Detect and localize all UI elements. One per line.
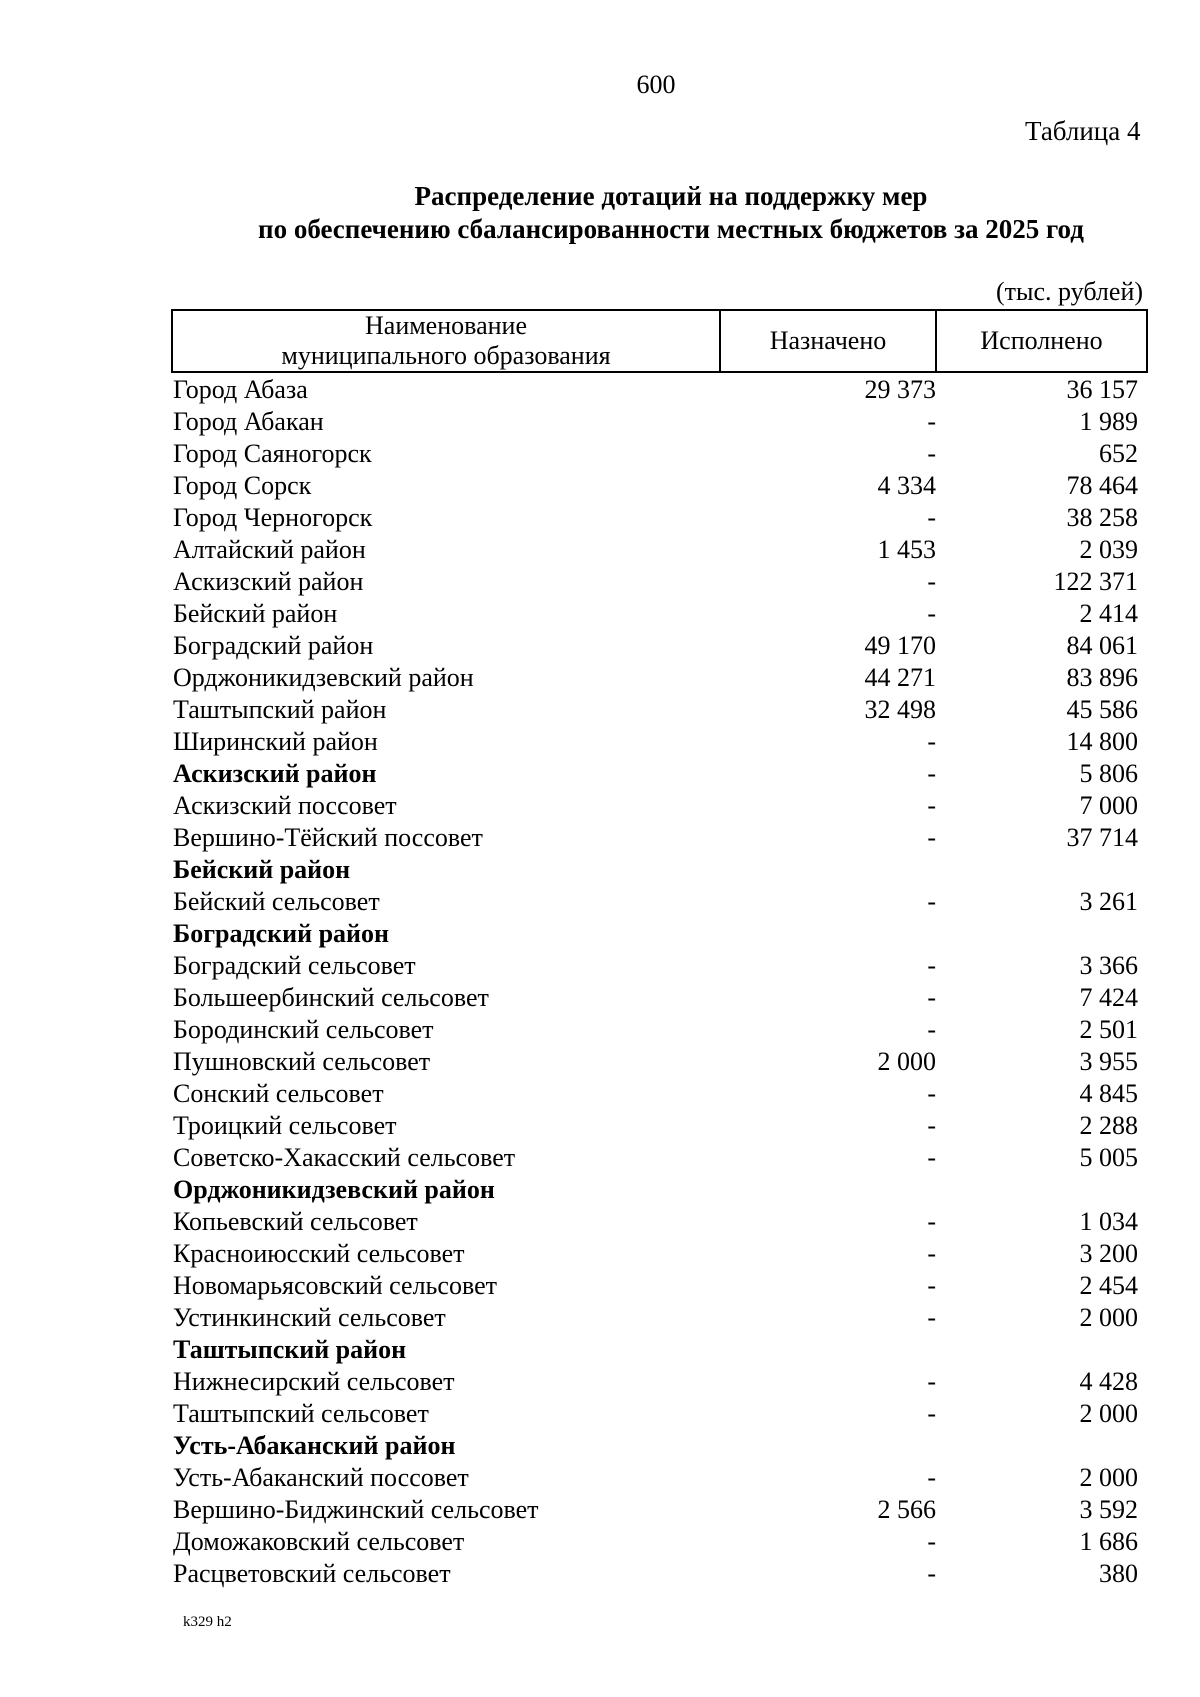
section-header-row [0,758,1200,790]
table-row [0,534,1200,566]
table-row [0,1046,1200,1078]
table-row [0,630,1200,662]
section-header-row [0,1334,1200,1366]
table-row [0,662,1200,694]
row-executed: 36 157 [1066,375,1138,404]
row-assigned: - [927,1271,936,1300]
table-row [0,374,1200,406]
table-row [0,1558,1200,1590]
header-name-line-2: муниципального образования [281,341,611,370]
row-name: Бородинский сельсовет [173,1015,434,1044]
row-executed: 3 955 [1079,1047,1138,1076]
row-name: Сонский сельсовет [173,1079,384,1108]
row-executed: 380 [1099,1559,1138,1588]
section-header-row [0,1174,1200,1206]
row-executed: 2 414 [1079,599,1138,628]
table-row [0,1014,1200,1046]
table-row [0,982,1200,1014]
row-assigned: - [927,503,936,532]
row-executed: 38 258 [1066,503,1138,532]
row-name: Устинкинский сельсовет [173,1303,446,1332]
table-row [0,470,1200,502]
row-name: Аскизский поссовет [173,791,397,820]
table-row [0,1078,1200,1110]
row-assigned: - [927,887,936,916]
table-row [0,1366,1200,1398]
section-header-row [0,1430,1200,1462]
row-assigned: 32 498 [864,695,936,724]
table-row [0,1238,1200,1270]
row-executed: 3 261 [1079,887,1138,916]
row-executed: 4 428 [1079,1367,1138,1396]
row-name: Боградский район [173,919,390,948]
row-name: Город Саяногорск [173,439,372,468]
row-assigned: 44 271 [864,663,936,692]
table-reference: Таблица 4 [1025,116,1141,146]
row-name: Таштыпский район [173,1335,407,1364]
row-executed: 3 200 [1079,1239,1138,1268]
row-name: Новомарьясовский сельсовет [173,1271,497,1300]
row-assigned: 4 334 [877,471,936,500]
row-assigned: - [927,791,936,820]
table-header [171,309,1148,373]
footer-code: k329 h2 [183,1614,232,1630]
row-assigned: - [927,983,936,1012]
row-name: Таштыпский район [173,695,387,724]
row-assigned: - [927,1559,936,1588]
row-name: Советско-Хакасский сельсовет [173,1143,516,1172]
row-name: Большеербинский сельсовет [173,983,489,1012]
row-name: Аскизский район [173,567,364,596]
row-name: Доможаковский сельсовет [173,1527,465,1556]
header-name-cell [173,311,721,371]
row-executed: 2 000 [1079,1399,1138,1428]
row-name: Город Черногорск [173,503,373,532]
row-assigned: 2 566 [877,1495,936,1524]
header-assigned-cell: Назначено [721,311,937,371]
table-row [0,950,1200,982]
row-name: Город Абакан [173,407,324,436]
table-row [0,1302,1200,1334]
row-executed: 3 366 [1079,951,1138,980]
row-assigned: 1 453 [877,535,936,564]
row-assigned: - [927,1463,936,1492]
row-executed: 3 592 [1079,1495,1138,1524]
row-assigned: - [927,1079,936,1108]
row-assigned: - [927,727,936,756]
row-name: Ширинский район [173,727,378,756]
row-name: Вершино-Биджинский сельсовет [173,1495,539,1524]
row-executed: 37 714 [1066,823,1138,852]
units-label: (тыс. рублей) [996,277,1144,306]
row-executed: 1 686 [1079,1527,1138,1556]
table-row [0,1142,1200,1174]
row-executed: 5 806 [1079,759,1138,788]
table-body [0,374,1200,1590]
table-row [0,694,1200,726]
row-executed: 122 371 [1053,567,1138,596]
row-name: Бейский район [173,599,338,628]
row-name: Аскизский район [173,759,377,788]
row-assigned: - [927,1527,936,1556]
row-name: Бейский район [173,855,351,884]
row-name: Красноиюсский сельсовет [173,1239,465,1268]
row-executed: 2 454 [1079,1271,1138,1300]
row-name: Бейский сельсовет [173,887,380,916]
row-name: Усть-Абаканский район [173,1431,456,1460]
title-line-1: Распределение дотаций на поддержку мер [414,181,928,211]
table-row [0,726,1200,758]
row-executed: 83 896 [1066,663,1138,692]
row-executed: 2 288 [1079,1111,1138,1140]
row-assigned: - [927,567,936,596]
row-name: Орджоникидзевский район [173,1175,495,1204]
row-executed: 652 [1099,439,1138,468]
table-row [0,502,1200,534]
row-name: Копьевский сельсовет [173,1207,418,1236]
page-number: 600 [636,70,676,99]
row-assigned: - [927,951,936,980]
table-row [0,1494,1200,1526]
row-name: Боградский сельсовет [173,951,416,980]
row-name: Вершино-Тёйский поссовет [173,823,483,852]
header-executed-cell: Исполнено [980,326,1103,355]
row-executed: 1 989 [1079,407,1138,436]
row-assigned: - [927,1207,936,1236]
row-executed: 45 586 [1066,695,1138,724]
title-line-2: по обеспечению сбалансированности местных бюджетов за 2025 год [258,214,1084,244]
row-executed: 2 000 [1079,1303,1138,1332]
row-name: Расцветовский сельсовет [173,1559,451,1588]
row-name: Троицкий сельсовет [173,1111,397,1140]
row-executed: 5 005 [1079,1143,1138,1172]
table-row [0,790,1200,822]
row-assigned: 2 000 [877,1047,936,1076]
row-assigned: - [927,439,936,468]
table-title [0,180,1200,246]
row-executed: 4 845 [1079,1079,1138,1108]
table-row [0,1270,1200,1302]
row-assigned: 49 170 [864,631,936,660]
row-name: Усть-Абаканский поссовет [173,1463,469,1492]
table-row [0,438,1200,470]
row-name: Таштыпский сельсовет [173,1399,429,1428]
row-assigned: - [927,1399,936,1428]
row-executed: 7 000 [1079,791,1138,820]
table-row [0,566,1200,598]
row-executed: 2 039 [1079,535,1138,564]
row-executed: 7 424 [1079,983,1138,1012]
table-row [0,406,1200,438]
row-executed: 1 034 [1079,1207,1138,1236]
table-row [0,886,1200,918]
section-header-row [0,918,1200,950]
row-assigned: 29 373 [864,375,936,404]
row-assigned: - [927,1143,936,1172]
row-assigned: - [927,599,936,628]
table-row [0,822,1200,854]
row-executed: 2 501 [1079,1015,1138,1044]
row-executed: 2 000 [1079,1463,1138,1492]
row-assigned: - [927,1111,936,1140]
header-name-line-1: Наименование [365,311,527,340]
table-row [0,1462,1200,1494]
row-executed: 14 800 [1066,727,1138,756]
row-executed: 78 464 [1066,471,1138,500]
row-assigned: - [927,1367,936,1396]
row-name: Орджоникидзевский район [173,663,474,692]
table-row [0,1110,1200,1142]
row-name: Алтайский район [173,535,366,564]
table-row [0,1526,1200,1558]
row-assigned: - [927,1239,936,1268]
row-name: Город Абаза [173,375,308,404]
row-assigned: - [927,1015,936,1044]
row-name: Нижнесирский сельсовет [173,1367,455,1396]
table-row [0,598,1200,630]
row-name: Боградский район [173,631,374,660]
row-executed: 84 061 [1066,631,1138,660]
row-assigned: - [927,1303,936,1332]
row-assigned: - [927,407,936,436]
row-assigned: - [927,759,936,788]
row-name: Город Сорск [173,471,312,500]
table-row [0,1398,1200,1430]
section-header-row [0,854,1200,886]
row-name: Пушновский сельсовет [173,1047,431,1076]
table-row [0,1206,1200,1238]
row-assigned: - [927,823,936,852]
